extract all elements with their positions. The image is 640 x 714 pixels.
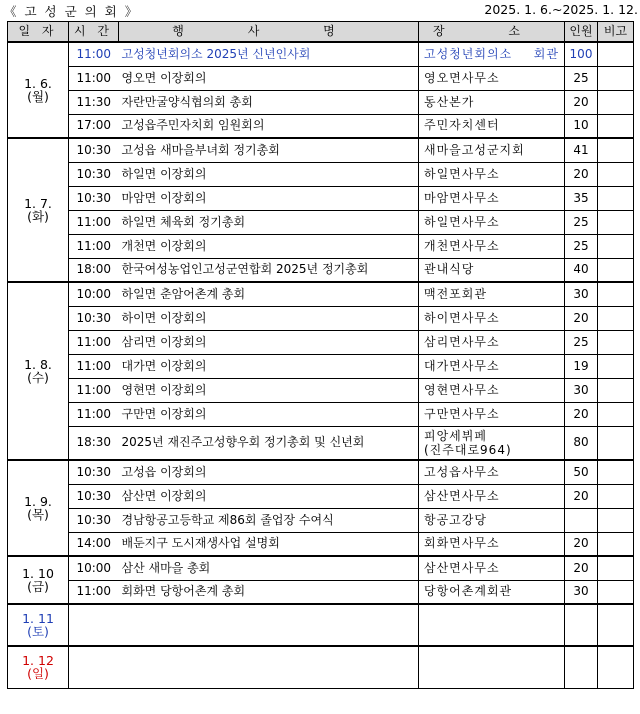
event-place: 개천면사무소	[419, 234, 565, 258]
event-place-address: (진주대로964)	[424, 442, 512, 457]
event-time: 11:00	[69, 42, 119, 66]
date-label: 1. 9.	[24, 494, 52, 509]
event-time: 10:30	[69, 484, 119, 508]
event-row	[8, 556, 634, 580]
event-place: 동산본가	[419, 90, 565, 114]
event-note	[598, 484, 634, 508]
event-note	[598, 114, 634, 138]
event-count: 20	[565, 306, 598, 330]
event-count: 25	[565, 210, 598, 234]
event-row	[8, 42, 634, 66]
event-note	[598, 402, 634, 426]
event-place: 삼리면사무소	[419, 330, 565, 354]
header-event: 행 사 명	[119, 22, 419, 43]
event-title: 마암면 이장회의	[119, 186, 419, 210]
event-place-line: 피앙세뷔페	[424, 428, 487, 443]
event-row	[8, 532, 634, 556]
event-time: 10:30	[69, 162, 119, 186]
day-group	[8, 460, 634, 556]
weekday-label: (화)	[27, 209, 49, 224]
event-title: 하일면 이장회의	[119, 162, 419, 186]
event-title: 영현면 이장회의	[119, 378, 419, 402]
event-note	[598, 234, 634, 258]
event-title	[119, 604, 419, 646]
event-title: 삼산면 이장회의	[119, 484, 419, 508]
event-place: 영현면사무소	[419, 378, 565, 402]
event-count: 100	[565, 42, 598, 66]
date-cell	[8, 282, 69, 460]
event-title: 구만면 이장회의	[119, 402, 419, 426]
event-row	[8, 66, 634, 90]
event-count: 30	[565, 580, 598, 604]
event-time	[69, 646, 119, 688]
event-note	[598, 532, 634, 556]
event-note	[598, 282, 634, 306]
event-title: 하일면 체육회 정기총회	[119, 210, 419, 234]
event-title: 경남항공고등학교 제86회 졸업장 수여식	[119, 508, 419, 532]
event-time: 18:30	[69, 426, 119, 460]
day-group	[8, 282, 634, 460]
event-count: 25	[565, 330, 598, 354]
event-title: 개천면 이장회의	[119, 234, 419, 258]
event-title: 회화면 당항어촌계 총회	[119, 580, 419, 604]
header-count: 인원	[565, 22, 598, 43]
event-time: 14:00	[69, 532, 119, 556]
schedule-table	[7, 21, 634, 689]
event-row	[8, 138, 634, 162]
event-count: 25	[565, 66, 598, 90]
event-time: 17:00	[69, 114, 119, 138]
event-row	[8, 258, 634, 282]
event-count	[565, 646, 598, 688]
event-title: 고성청년회의소 2025년 신년인사회	[119, 42, 419, 66]
event-title: 배둔지구 도시재생사업 설명회	[119, 532, 419, 556]
event-row	[8, 330, 634, 354]
day-group	[8, 604, 634, 646]
event-note	[598, 460, 634, 484]
event-place: 영오면사무소	[419, 66, 565, 90]
event-row	[8, 402, 634, 426]
event-place: 하일면사무소	[419, 210, 565, 234]
date-label: 1. 6.	[24, 76, 52, 91]
date-label: 1. 12	[22, 653, 54, 669]
weekday-label: (일)	[27, 666, 49, 682]
event-note	[598, 210, 634, 234]
event-row	[8, 162, 634, 186]
date-label: 1. 8.	[24, 357, 52, 372]
event-time: 11:00	[69, 402, 119, 426]
event-time	[69, 604, 119, 646]
event-place: 구만면사무소	[419, 402, 565, 426]
event-place	[419, 426, 565, 460]
event-note	[598, 162, 634, 186]
event-note	[598, 186, 634, 210]
event-time: 11:00	[69, 210, 119, 234]
day-group	[8, 556, 634, 604]
event-place: 당항어촌계회관	[419, 580, 565, 604]
event-time: 10:30	[69, 186, 119, 210]
date-cell	[8, 604, 69, 646]
event-count: 20	[565, 484, 598, 508]
event-count: 40	[565, 258, 598, 282]
date-cell	[8, 460, 69, 556]
weekday-label: (월)	[27, 89, 49, 104]
event-place: 관내식당	[419, 258, 565, 282]
event-time: 10:30	[69, 460, 119, 484]
event-title: 자란만굴양식협의회 총회	[119, 90, 419, 114]
event-place: 주민자치센터	[419, 114, 565, 138]
organization-title: 《 고 성 군 의 회 》	[4, 4, 140, 19]
event-note	[598, 258, 634, 282]
event-title: 하일면 춘암어촌계 총회	[119, 282, 419, 306]
event-count: 30	[565, 282, 598, 306]
event-count: 30	[565, 378, 598, 402]
event-count: 25	[565, 234, 598, 258]
event-row	[8, 234, 634, 258]
event-title: 대가면 이장회의	[119, 354, 419, 378]
date-cell	[8, 556, 69, 604]
event-place: 하일면사무소	[419, 162, 565, 186]
event-count: 20	[565, 556, 598, 580]
event-place: 대가면사무소	[419, 354, 565, 378]
day-group	[8, 42, 634, 138]
weekday-label: (수)	[27, 370, 49, 385]
event-row	[8, 426, 634, 460]
weekday-label: (토)	[27, 624, 49, 639]
event-title	[119, 646, 419, 688]
event-note	[598, 508, 634, 532]
event-title: 영오면 이장회의	[119, 66, 419, 90]
event-note	[598, 66, 634, 90]
event-time: 18:00	[69, 258, 119, 282]
event-note	[598, 138, 634, 162]
event-place: 마암면사무소	[419, 186, 565, 210]
event-count: 35	[565, 186, 598, 210]
schedule-period: 2025. 1. 6.~2025. 1. 12.	[484, 2, 638, 17]
event-title: 한국여성농업인고성군연합회 2025년 정기총회	[119, 258, 419, 282]
event-note	[598, 646, 634, 688]
event-row	[8, 378, 634, 402]
event-time: 11:00	[69, 354, 119, 378]
event-row	[8, 114, 634, 138]
weekday-label: (목)	[27, 507, 49, 522]
event-note	[598, 42, 634, 66]
event-row	[8, 354, 634, 378]
date-label: 1. 11	[22, 611, 54, 626]
event-note	[598, 580, 634, 604]
event-note	[598, 90, 634, 114]
event-time: 11:00	[69, 234, 119, 258]
date-label: 1. 7.	[24, 196, 52, 211]
event-row	[8, 460, 634, 484]
event-note	[598, 378, 634, 402]
event-count: 41	[565, 138, 598, 162]
event-time: 10:30	[69, 306, 119, 330]
event-note	[598, 354, 634, 378]
event-place: 삼산면사무소	[419, 556, 565, 580]
event-row	[8, 282, 634, 306]
event-place	[419, 646, 565, 688]
header-place: 장 소	[419, 22, 565, 43]
event-title: 고성읍 새마을부녀회 정기총회	[119, 138, 419, 162]
event-count: 20	[565, 90, 598, 114]
header-note: 비고	[598, 22, 634, 43]
header-bar	[0, 0, 640, 20]
date-cell	[8, 138, 69, 282]
event-count: 20	[565, 532, 598, 556]
event-time: 10:30	[69, 138, 119, 162]
event-place: 하이면사무소	[419, 306, 565, 330]
event-count	[565, 508, 598, 532]
event-title: 고성읍 이장회의	[119, 460, 419, 484]
event-row	[8, 210, 634, 234]
event-count: 50	[565, 460, 598, 484]
event-title: 고성읍주민자치회 임원회의	[119, 114, 419, 138]
event-count: 19	[565, 354, 598, 378]
event-time: 11:30	[69, 90, 119, 114]
empty-row	[8, 604, 634, 646]
event-place: 새마을고성군지회	[419, 138, 565, 162]
date-cell	[8, 42, 69, 138]
event-time: 10:00	[69, 282, 119, 306]
event-row	[8, 90, 634, 114]
event-note	[598, 330, 634, 354]
event-count: 80	[565, 426, 598, 460]
event-time: 10:30	[69, 508, 119, 532]
day-group	[8, 138, 634, 282]
event-title: 삼리면 이장회의	[119, 330, 419, 354]
event-note	[598, 426, 634, 460]
event-time: 11:00	[69, 66, 119, 90]
event-place: 회화면사무소	[419, 532, 565, 556]
date-label: 1. 10	[22, 566, 54, 581]
event-note	[598, 556, 634, 580]
event-time: 10:00	[69, 556, 119, 580]
event-title: 하이면 이장회의	[119, 306, 419, 330]
event-row	[8, 186, 634, 210]
event-place: 고성청년회의소 회관	[419, 42, 565, 66]
event-title: 2025년 재진주고성향우회 정기총회 및 신년회	[119, 426, 419, 460]
day-group	[8, 646, 634, 688]
event-title: 삼산 새마을 총회	[119, 556, 419, 580]
event-row	[8, 580, 634, 604]
date-cell	[8, 646, 69, 688]
event-time: 11:00	[69, 378, 119, 402]
event-count: 20	[565, 162, 598, 186]
event-place: 삼산면사무소	[419, 484, 565, 508]
event-row	[8, 484, 634, 508]
event-place: 항공고강당	[419, 508, 565, 532]
event-row	[8, 508, 634, 532]
event-row	[8, 306, 634, 330]
event-time: 11:00	[69, 580, 119, 604]
weekday-label: (금)	[27, 579, 49, 594]
event-note	[598, 306, 634, 330]
event-count: 10	[565, 114, 598, 138]
header-time: 시 간	[69, 22, 119, 43]
event-time: 11:00	[69, 330, 119, 354]
event-note	[598, 604, 634, 646]
empty-row	[8, 646, 634, 688]
event-count	[565, 604, 598, 646]
event-place: 맥전포회관	[419, 282, 565, 306]
event-count: 20	[565, 402, 598, 426]
event-place: 고성읍사무소	[419, 460, 565, 484]
event-place	[419, 604, 565, 646]
header-date: 일 자	[8, 22, 69, 43]
